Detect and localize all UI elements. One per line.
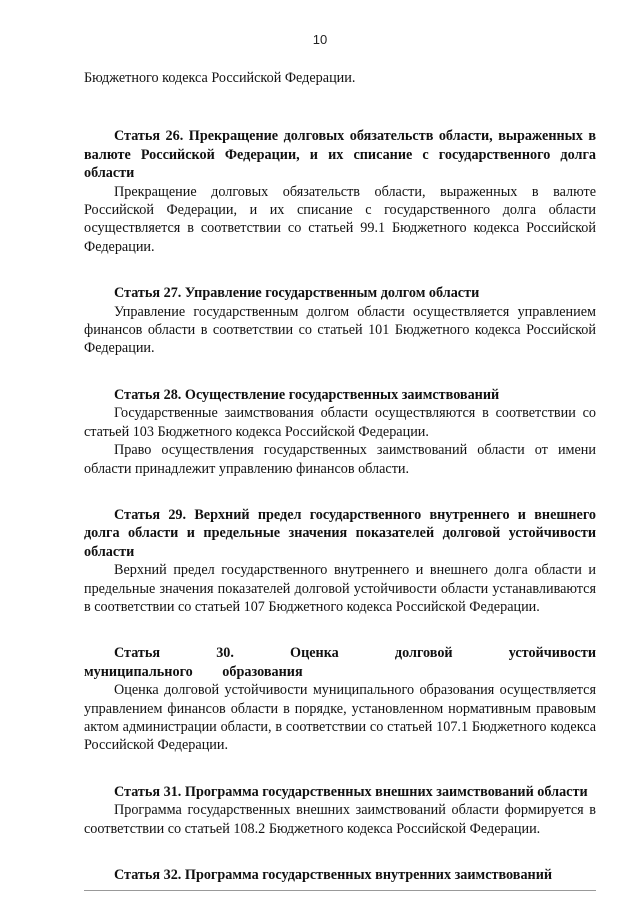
- intro-text: Бюджетного кодекса Российской Федерации.: [84, 70, 356, 86]
- article-31-heading: Статья 31. Программа государственных внешних заимствований области: [114, 783, 588, 800]
- article-32-heading: Статья 32. Программа государственных внутренних заимствований: [114, 867, 553, 883]
- article-29-paragraph: Верхний предел государственного внутреннего и внешнего долга области и предельные значения показателей долговой устойчивости области устанавливаются в соответствии со статьей 107 Бюджетного кодекса Российской Федерации.: [84, 562, 596, 615]
- article-30-heading: Статья 30. Оценка долговой устойчивости муниципального образования: [84, 645, 596, 680]
- article-29-heading: Статья 29. Верхний предел государственного внутреннего и внешнего долга области и предельные значения показателей долговой устойчивости области: [84, 506, 596, 560]
- bottom-divider: [84, 890, 596, 891]
- article-31-paragraph: Программа государственных внешних заимствований области формируется в соответствии со статьей 108.2 Бюджетного кодекса Российской Федерации.: [84, 802, 596, 837]
- article-28-paragraph-1: Государственные заимствования области осуществляются в соответствии со статьей 103 Бюджетного кодекса Российской Федерации.: [84, 405, 596, 440]
- article-27-paragraph: Управление государственным долгом области осуществляется управлением финансов области в соответствии со статьей 101 Бюджетного кодекса Российской Федерации.: [84, 303, 596, 357]
- article-26-heading: Статья 26. Прекращение долговых обязательств области, выраженных в валюте Российской Федерации, и их списание с государственного долга области: [84, 128, 596, 182]
- article-30-paragraph: Оценка долговой устойчивости муниципального образования осуществляется управлением финансов области в порядке, установленном нормативным правовым актом администрации области, в соответствии со статьей 107.1 Бюджетного кодекса Российской Федерации.: [84, 682, 596, 754]
- document-body: [84, 69, 596, 884]
- page-number: 10: [312, 32, 328, 47]
- article-26-paragraph: Прекращение долговых обязательств области, выраженных в валюте Российской Федерации, и их списание с государственного долга области осуществляется в соответствии со статьей 99.1 Бюджетного кодекса Российской Федерации.: [84, 183, 596, 255]
- article-28-paragraph-2: Право осуществления государственных заимствований области от имени области принадлежит управлению финансов области.: [84, 442, 596, 477]
- article-28-heading: Статья 28. Осуществление государственных заимствований: [114, 386, 500, 403]
- article-27-heading: Статья 27. Управление государственным долгом области: [114, 285, 480, 302]
